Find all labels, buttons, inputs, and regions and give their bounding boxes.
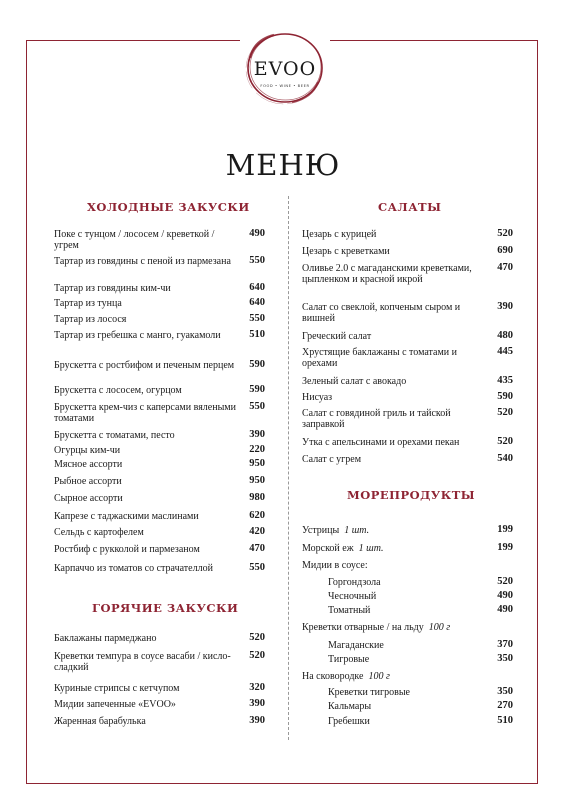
item-price: 590 bbox=[249, 384, 265, 395]
item-quantity: 100 г bbox=[428, 622, 451, 633]
item-price: 350 bbox=[497, 686, 513, 697]
brand-logo bbox=[240, 28, 330, 108]
group-name: Мидии в соусе: bbox=[302, 560, 368, 571]
menu-item bbox=[54, 360, 265, 371]
item-price: 390 bbox=[249, 715, 265, 726]
item-name: Морской еж bbox=[302, 543, 354, 554]
item-price: 520 bbox=[497, 576, 513, 587]
menu-item bbox=[302, 543, 513, 554]
menu-item bbox=[54, 402, 265, 424]
item-price: 590 bbox=[497, 391, 513, 402]
menu-item bbox=[54, 385, 265, 396]
item-price: 480 bbox=[497, 330, 513, 341]
item-price: 980 bbox=[249, 492, 265, 503]
item-price: 550 bbox=[249, 562, 265, 573]
item-price: 270 bbox=[497, 700, 513, 711]
item-name: Мидии запеченные «EVOO» bbox=[54, 699, 176, 710]
menu-item bbox=[54, 298, 265, 309]
item-price: 950 bbox=[249, 458, 265, 469]
item-name: Карпаччо из томатов со страчателлой bbox=[54, 563, 213, 574]
menu-item bbox=[302, 687, 513, 698]
menu-item bbox=[302, 654, 513, 665]
item-name: Гребешки bbox=[328, 716, 370, 727]
logo-tagline: FOOD • WINE • BEER bbox=[260, 84, 310, 88]
item-price: 510 bbox=[497, 715, 513, 726]
item-price: 490 bbox=[497, 604, 513, 615]
group-name: Креветки отварные / на льду bbox=[302, 622, 424, 633]
menu-group-heading bbox=[302, 560, 513, 571]
item-price: 620 bbox=[249, 510, 265, 521]
item-quantity: 1 шт. bbox=[344, 525, 370, 536]
item-name: Томатный bbox=[328, 605, 371, 616]
menu-item bbox=[54, 633, 265, 644]
item-name: Рыбное ассорти bbox=[54, 476, 122, 487]
item-price: 199 bbox=[497, 542, 513, 553]
item-price: 550 bbox=[249, 401, 265, 412]
item-name: Утка с апельсинами и орехами пекан bbox=[302, 437, 460, 448]
menu-item bbox=[54, 493, 265, 504]
item-name: Хрустящие баклажаны с томатами и орехами bbox=[302, 347, 457, 369]
item-name: Нисуаз bbox=[302, 392, 333, 403]
menu-item bbox=[54, 683, 265, 694]
menu-item bbox=[54, 544, 265, 555]
menu-item bbox=[302, 246, 513, 257]
menu-item bbox=[302, 716, 513, 727]
item-name: Тартар из говядины с пеной из пармезана bbox=[54, 256, 231, 267]
item-name: Тартар из говядины ким-чи bbox=[54, 283, 171, 294]
item-price: 490 bbox=[497, 590, 513, 601]
menu-item bbox=[302, 302, 513, 324]
item-price: 350 bbox=[497, 653, 513, 664]
menu-item bbox=[54, 563, 265, 574]
item-name: Брускетта с томатами, песто bbox=[54, 430, 175, 441]
menu-item bbox=[54, 459, 265, 470]
item-price: 320 bbox=[249, 682, 265, 693]
item-price: 950 bbox=[249, 475, 265, 486]
menu-group-heading bbox=[302, 622, 513, 633]
menu-item bbox=[302, 263, 513, 285]
menu-item bbox=[54, 229, 265, 251]
item-name: Салат с угрем bbox=[302, 454, 362, 465]
item-price: 390 bbox=[497, 301, 513, 312]
menu-item bbox=[54, 314, 265, 325]
menu-item bbox=[302, 640, 513, 651]
menu-item bbox=[54, 445, 265, 456]
item-price: 540 bbox=[497, 453, 513, 464]
menu-item bbox=[302, 376, 513, 387]
item-price: 640 bbox=[249, 282, 265, 293]
item-price: 550 bbox=[249, 255, 265, 266]
item-name: Поке с тунцом / лососем / креветкой / угрем bbox=[54, 229, 215, 251]
item-name: Мясное ассорти bbox=[54, 459, 123, 470]
item-price: 390 bbox=[249, 429, 265, 440]
section-title-cold: ХОЛОДНЫЕ ЗАКУСКИ bbox=[87, 200, 250, 214]
item-price: 520 bbox=[497, 436, 513, 447]
item-price: 220 bbox=[249, 444, 265, 455]
item-name: Сырное ассорти bbox=[54, 493, 123, 504]
item-price: 510 bbox=[249, 329, 265, 340]
item-quantity: 1 шт. bbox=[358, 543, 384, 554]
item-price: 520 bbox=[249, 632, 265, 643]
menu-item bbox=[302, 605, 513, 616]
group-name: На сковородке bbox=[302, 671, 364, 682]
item-quantity: 100 г bbox=[368, 671, 390, 682]
item-price: 690 bbox=[497, 245, 513, 256]
item-price: 520 bbox=[497, 228, 513, 239]
item-price: 370 bbox=[497, 639, 513, 650]
item-name: Баклажаны пармеджано bbox=[54, 633, 157, 644]
item-name: Салат с говядиной гриль и тайской заправкой bbox=[302, 408, 451, 430]
item-price: 470 bbox=[497, 262, 513, 273]
item-name: Цезарь с креветками bbox=[302, 246, 390, 257]
item-name: Чесночный bbox=[328, 591, 377, 602]
item-name: Кальмары bbox=[328, 701, 372, 712]
menu-item bbox=[302, 591, 513, 602]
item-price: 520 bbox=[497, 407, 513, 418]
item-name: Магаданские bbox=[328, 640, 384, 651]
menu-item bbox=[54, 330, 265, 341]
menu-item bbox=[54, 527, 265, 538]
logo-wordmark: EVOO bbox=[253, 58, 317, 80]
menu-item bbox=[302, 229, 513, 240]
item-price: 420 bbox=[249, 526, 265, 537]
menu-item bbox=[54, 476, 265, 487]
item-price: 550 bbox=[249, 313, 265, 324]
section-title-hot: ГОРЯЧИЕ ЗАКУСКИ bbox=[92, 601, 239, 615]
item-price: 490 bbox=[249, 228, 265, 239]
menu-item bbox=[302, 347, 513, 369]
page-title: МЕНЮ bbox=[225, 148, 341, 182]
item-price: 445 bbox=[497, 346, 513, 357]
item-price: 520 bbox=[249, 650, 265, 661]
item-name: Креветки темпура в соусе васаби / кисло-сладкий bbox=[54, 651, 231, 673]
menu-item bbox=[54, 256, 265, 267]
section-title-seafood: МОРЕПРОДУКТЫ bbox=[347, 488, 476, 502]
menu-item bbox=[302, 392, 513, 403]
item-price: 640 bbox=[249, 297, 265, 308]
menu-group-heading bbox=[302, 671, 513, 682]
column-divider bbox=[288, 196, 289, 740]
item-name: Тартар из гребешка с манго, гуакамоли bbox=[54, 330, 221, 341]
item-name: Горгондзола bbox=[328, 577, 381, 588]
item-name: Огурцы ким-чи bbox=[54, 445, 121, 456]
menu-item bbox=[302, 408, 513, 430]
item-name: Тартар из тунца bbox=[54, 298, 122, 309]
item-name: Тигровые bbox=[328, 654, 370, 665]
item-price: 590 bbox=[249, 359, 265, 370]
item-price: 390 bbox=[249, 698, 265, 709]
item-price: 470 bbox=[249, 543, 265, 554]
item-name: Греческий салат bbox=[302, 331, 372, 342]
menu-item bbox=[54, 651, 265, 673]
menu-item bbox=[302, 437, 513, 448]
item-name: Креветки тигровые bbox=[328, 687, 410, 698]
menu-item bbox=[302, 577, 513, 588]
item-price: 435 bbox=[497, 375, 513, 386]
item-name: Жаренная барабулька bbox=[54, 716, 146, 727]
section-title-salads: САЛАТЫ bbox=[378, 200, 442, 214]
menu-item bbox=[54, 511, 265, 522]
menu-item bbox=[302, 454, 513, 465]
item-name: Сельдь с картофелем bbox=[54, 527, 144, 538]
menu-item bbox=[54, 699, 265, 710]
item-name: Ростбиф с рукколой и пармезаном bbox=[54, 544, 200, 555]
item-name: Капрезе с таджаскими маслинами bbox=[54, 511, 199, 522]
menu-item bbox=[302, 331, 513, 342]
item-name: Брускетта с ростбифом и печеным перцем bbox=[54, 360, 235, 371]
menu-item bbox=[54, 430, 265, 441]
menu-item bbox=[302, 701, 513, 712]
item-name: Цезарь с курицей bbox=[302, 229, 377, 240]
item-name: Куриные стрипсы с кетчупом bbox=[54, 683, 180, 694]
item-name: Зеленый салат с авокадо bbox=[302, 376, 407, 387]
menu-item bbox=[54, 283, 265, 294]
item-name: Брускетта с лососем, огурцом bbox=[54, 385, 182, 396]
item-name: Салат со свеклой, копченым сыром и вишней bbox=[302, 302, 461, 324]
item-name: Оливье 2.0 с магаданскими креветками, цыпленком и красной икрой bbox=[302, 263, 472, 285]
menu-item bbox=[302, 525, 513, 536]
item-price: 199 bbox=[497, 524, 513, 535]
menu-item bbox=[54, 716, 265, 727]
item-name: Устрицы bbox=[302, 525, 340, 536]
item-name: Брускетта крем-чиз с каперсами вялеными томатами bbox=[54, 402, 236, 424]
item-name: Тартар из лосося bbox=[54, 314, 127, 325]
